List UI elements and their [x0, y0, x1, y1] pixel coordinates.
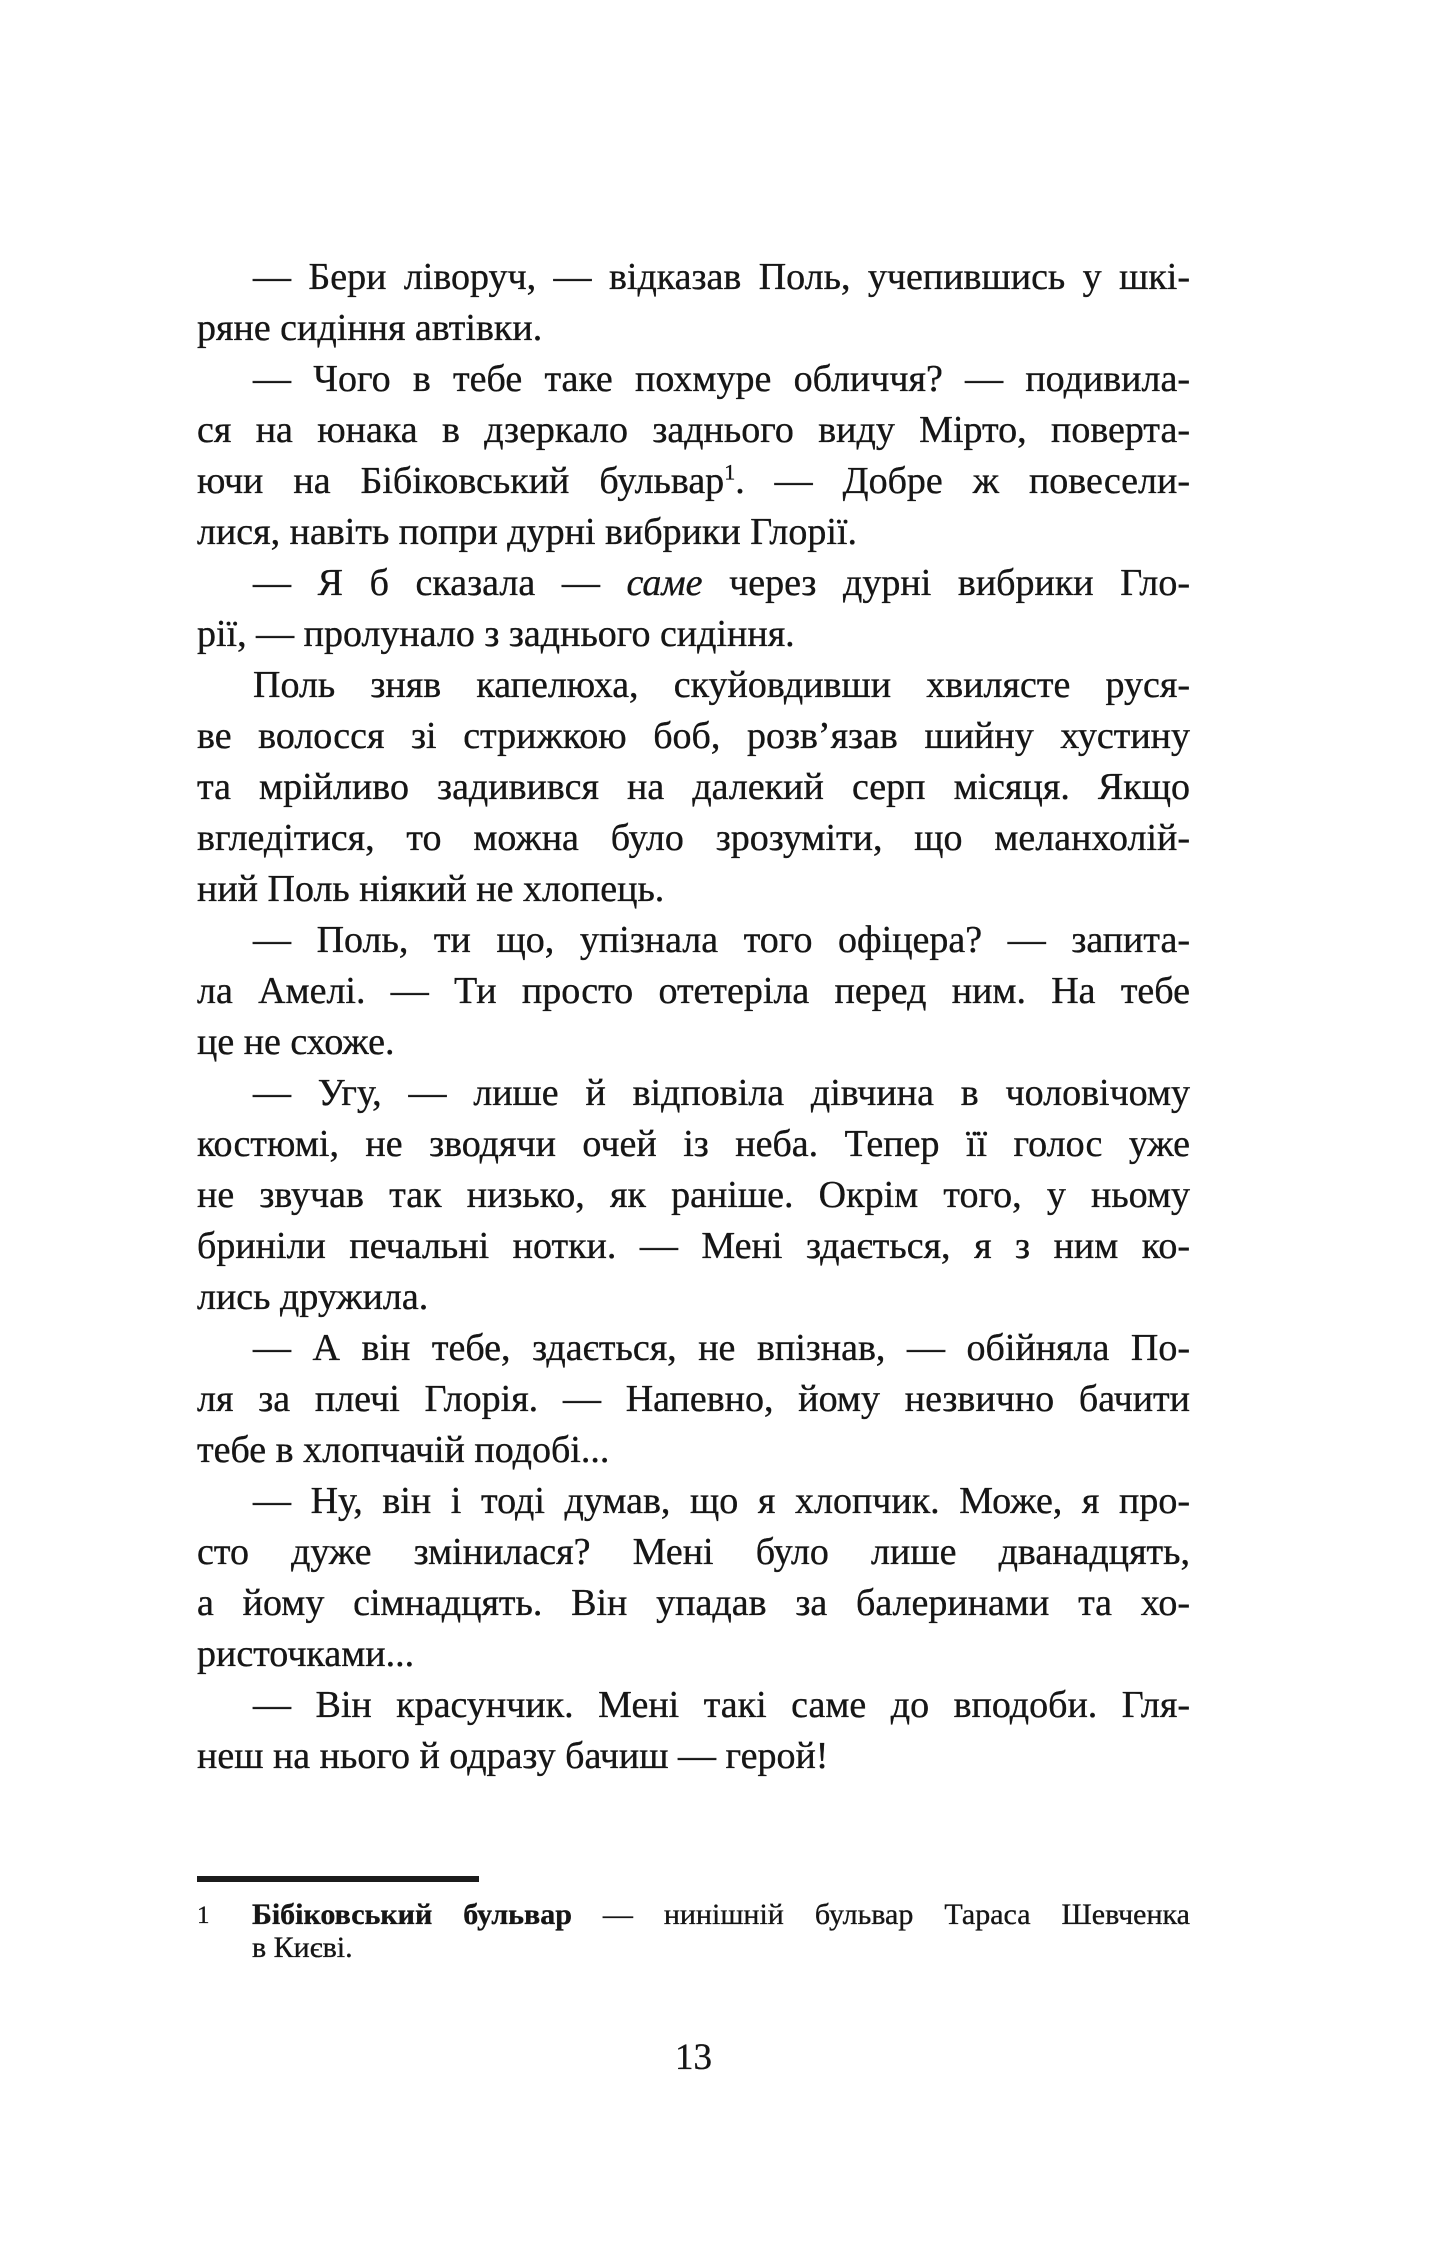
text-line: та мрійливо задивився на далекий серп місяця. Якщо [197, 766, 1190, 808]
footnote [197, 1898, 1190, 1964]
text-line: сто дуже змінилася? Мені було лише дванадцять, [197, 1531, 1190, 1573]
text-line: — Він красунчик. Мені такі саме до вподоби. Гля- [253, 1684, 1190, 1726]
text-line: ла Амелі. — Ти просто отетеріла перед ним. На тебе [197, 970, 1190, 1012]
text-line: ля за плечі Глорія. — Напевно, йому незвично бачити [197, 1378, 1190, 1420]
paragraph [197, 1323, 1190, 1476]
paragraph [197, 252, 1190, 354]
footnote-line: в Києві. [252, 1931, 353, 1964]
text-line: це не схоже. [197, 1021, 395, 1063]
footnote-separator [197, 1876, 479, 1882]
text-line: бриніли печальні нотки. — Мені здається, я з ним ко- [197, 1225, 1190, 1267]
paragraph [197, 1476, 1190, 1680]
text-line: ючи на Бібіковський бульвар$^1$. — Добре ж повесели- [197, 459, 1190, 502]
text-line: ряне сидіння автівки. [197, 307, 543, 349]
page-number: 13 [675, 2037, 712, 2078]
text-line: лися, навіть попри дурні вибрики Глорії. [197, 511, 857, 553]
text-line: — Угу, — лише й відповіла дівчина в чоловічому [253, 1072, 1190, 1114]
paragraph [197, 660, 1190, 915]
paragraph [197, 354, 1190, 558]
text-line: — Поль, ти що, упізнала того офіцера? — запита- [253, 919, 1190, 961]
text-line: костюмі, не зводячи очей із неба. Тепер її голос уже [197, 1123, 1190, 1165]
text-line: ся на юнака в дзеркало заднього виду Мірто, поверта- [197, 409, 1190, 451]
text-line: — А він тебе, здається, не впізнав, — обійняла По- [253, 1327, 1190, 1369]
footnote-line: Бібіковський бульвар — нинішній бульвар Тараса Шевченка [252, 1898, 1190, 1931]
text-line: неш на нього й одразу бачиш — герой! [197, 1735, 829, 1777]
body-text [197, 252, 1190, 1782]
text-line: — Ну, він і тоді думав, що я хлопчик. Може, я про- [253, 1480, 1190, 1522]
paragraph [197, 915, 1190, 1068]
text-line: вгледітися, то можна було зрозуміти, що меланхолій- [197, 817, 1190, 859]
text-line: а йому сімнадцять. Він упадав за балеринами та хо- [197, 1582, 1190, 1624]
text-line: ве волосся зі стрижкою боб, розв’язав шийну хустину [197, 715, 1190, 757]
footnote-text [252, 1898, 1190, 1964]
text-line: ний Поль ніякий не хлопець. [197, 868, 665, 910]
text-line: Поль зняв капелюха, скуйовдивши хвилясте руся- [253, 664, 1190, 706]
text-line: ристочками... [197, 1633, 415, 1675]
text-line: — Чого в тебе таке похмуре обличчя? — подивила- [253, 358, 1190, 400]
text-line: не звучав так низько, як раніше. Окрім того, у ньому [197, 1174, 1190, 1216]
text-line: — Я б сказала — саме через дурні вибрики Гло- [253, 562, 1190, 604]
text-line: лись дружила. [197, 1276, 429, 1318]
footnote-marker: 1 [197, 1902, 210, 1929]
paragraph [197, 1068, 1190, 1323]
text-line: рії, — пролунало з заднього сидіння. [197, 613, 795, 655]
text-line: — Бери ліворуч, — відказав Поль, учепившись у шкі- [253, 256, 1190, 298]
text-line: тебе в хлопчачій подобі... [197, 1429, 610, 1471]
paragraph [197, 1680, 1190, 1782]
paragraph [197, 558, 1190, 660]
